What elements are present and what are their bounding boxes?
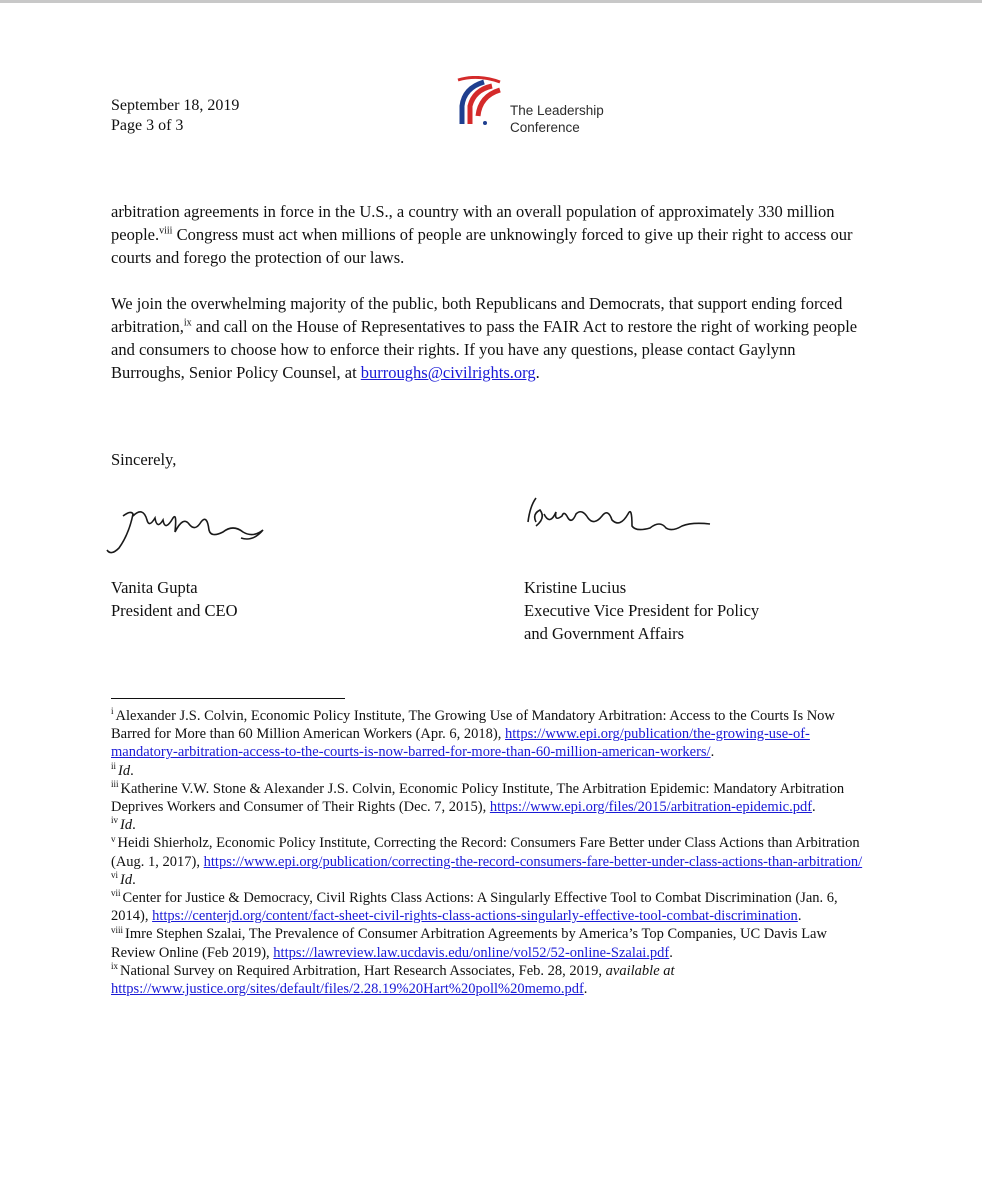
signatory-block-2 bbox=[524, 576, 759, 645]
paragraph-text: Congress must act when millions of people are unknowingly forced to give up their right to access our courts and forego the protection of our laws. bbox=[111, 225, 853, 267]
email-link[interactable]: burroughs@civilrights.org bbox=[360, 363, 536, 382]
footnote-text: Katherine V.W. Stone & Alexander J.S. Colvin, Economic Policy Institute, The Arbitration Epidemic: Mandatory Arbitration Deprives Workers and Consumer of Their Rights (Dec. 7, 2015), bbox=[111, 780, 845, 816]
footnote-text: Id bbox=[120, 817, 133, 834]
footnote-mark: v bbox=[111, 833, 116, 844]
paragraph-text: We join the overwhelming majority of the public, both Republicans and Democrats, that support ending forced arbitration, bbox=[111, 294, 843, 336]
footnote-text: Imre Stephen Szalai, The Prevalence of Consumer Arbitration Agreements by America’s Top Companies, UC Davis Law Review Online (Feb 2019), bbox=[111, 926, 827, 961]
letter-date: September 18, 2019 bbox=[111, 97, 240, 114]
paragraph-text: arbitration agreements in force in the U.S., a country with an overall population of approximately 330 million people. bbox=[111, 202, 835, 244]
signatory-name: Kristine Lucius bbox=[524, 578, 627, 597]
footnote-iii bbox=[111, 780, 871, 816]
footnote-text: Id bbox=[118, 762, 131, 779]
footnote-link[interactable]: https://centerjd.org/content/fact-sheet-civil-rights-class-actions-singularly-effective-tool-combat-discrimination bbox=[152, 908, 798, 925]
footnote-link[interactable]: https://www.epi.org/publication/the-growing-use-of-mandatory-arbitration-access-to-the-courts-is-now-barred-for-more-than-60-million-american-workers/ bbox=[111, 726, 810, 761]
footnote-vii bbox=[111, 889, 871, 925]
page-top-border bbox=[0, 0, 982, 3]
footnote-mark: i bbox=[111, 706, 114, 717]
footnote-punct: . bbox=[710, 744, 715, 761]
body-paragraph-2 bbox=[111, 292, 871, 384]
organization-logo bbox=[448, 72, 628, 152]
footnote-punct: . bbox=[797, 908, 802, 925]
footnote-i bbox=[111, 707, 871, 762]
footnote-italic: available at bbox=[605, 962, 675, 979]
footnote-text: Alexander J.S. Colvin, Economic Policy Institute, The Growing Use of Mandatory Arbitration: Access to the Courts Is Now Barred for More than 60 Million American Workers (Apr. 6, 2018), bbox=[111, 708, 835, 743]
footnote-text: National Survey on Required Arbitration, Hart Research Associates, Feb. 28, 2019, bbox=[120, 962, 606, 979]
footnote-mark: vi bbox=[111, 870, 119, 880]
footnote-punct: . bbox=[583, 981, 588, 998]
footnote-mark: iv bbox=[111, 815, 119, 826]
footnote-link[interactable]: https://www.epi.org/files/2015/arbitration-epidemic.pdf bbox=[489, 799, 813, 816]
footnote-mark: ii bbox=[111, 760, 117, 771]
leadership-conference-logo-icon bbox=[448, 76, 508, 128]
body-paragraph-1 bbox=[111, 200, 871, 269]
footnote-mark: ix bbox=[111, 961, 119, 972]
footnote-mark: viii bbox=[111, 924, 124, 935]
signature-kristine-lucius bbox=[510, 492, 715, 552]
signatory-block-1 bbox=[111, 576, 237, 622]
footnote-ii bbox=[111, 762, 871, 780]
signatory-title: President and CEO bbox=[111, 601, 238, 620]
footnote-text: Id bbox=[120, 871, 133, 888]
footnote-text: Center for Justice & Democracy, Civil Rights Class Actions: A Singularly Effective Tool to Combat Discrimination (Jan. 6, 2014), bbox=[111, 890, 838, 925]
logo-line-2: Conference bbox=[510, 120, 580, 135]
paragraph-text: and call on the House of Representatives to pass the FAIR Act to restore the right of working people and consumers to choose how to enforce their rights. If you have any questions, please contact Gaylynn Burroughs, Senior Policy Counsel, at bbox=[111, 317, 858, 382]
signature-vanita-gupta bbox=[103, 502, 273, 562]
footnote-link[interactable]: https://lawreview.law.ucdavis.edu/online/vol52/52-online-Szalai.pdf bbox=[273, 944, 670, 961]
footnote-v bbox=[111, 834, 871, 870]
footnote-punct: . bbox=[132, 871, 136, 888]
footnote-link[interactable]: https://www.epi.org/publication/correcting-the-record-consumers-fare-better-under-class-actions-than-arbitration/ bbox=[203, 853, 863, 870]
closing-salutation: Sincerely, bbox=[111, 450, 177, 469]
footnote-punct: . bbox=[669, 944, 673, 961]
footnote-punct: . bbox=[130, 762, 134, 779]
footnote-iv bbox=[111, 816, 871, 834]
logo-wordmark bbox=[510, 102, 604, 136]
footnote-ix bbox=[111, 962, 871, 998]
logo-line-1: The Leadership bbox=[510, 103, 604, 118]
footnote-mark: iii bbox=[111, 778, 119, 789]
paragraph-text: . bbox=[535, 363, 540, 382]
footnotes bbox=[111, 707, 871, 998]
footnote-ref[interactable]: ix bbox=[183, 317, 192, 329]
footnote-mark: vii bbox=[111, 888, 121, 899]
footnote-vi bbox=[111, 871, 871, 889]
footnote-text: Heidi Shierholz, Economic Policy Institute, Correcting the Record: Consumers Fare Better under Class Actions than Arbitration (Aug. 1, 2017), bbox=[111, 835, 860, 870]
signatory-name: Vanita Gupta bbox=[111, 578, 198, 597]
footnote-ref[interactable]: viii bbox=[159, 225, 173, 237]
page-number: Page 3 of 3 bbox=[111, 117, 184, 134]
footnote-viii bbox=[111, 925, 871, 961]
footnote-divider bbox=[111, 698, 345, 699]
signatory-title: Executive Vice President for Policy bbox=[524, 601, 760, 620]
signatory-title: and Government Affairs bbox=[524, 624, 685, 643]
footnote-punct: . bbox=[132, 817, 136, 834]
footnote-punct: . bbox=[812, 799, 816, 816]
footnote-link[interactable]: https://www.justice.org/sites/default/files/2.28.19%20Hart%20poll%20memo.pdf bbox=[111, 981, 584, 998]
letter-header bbox=[111, 96, 239, 136]
